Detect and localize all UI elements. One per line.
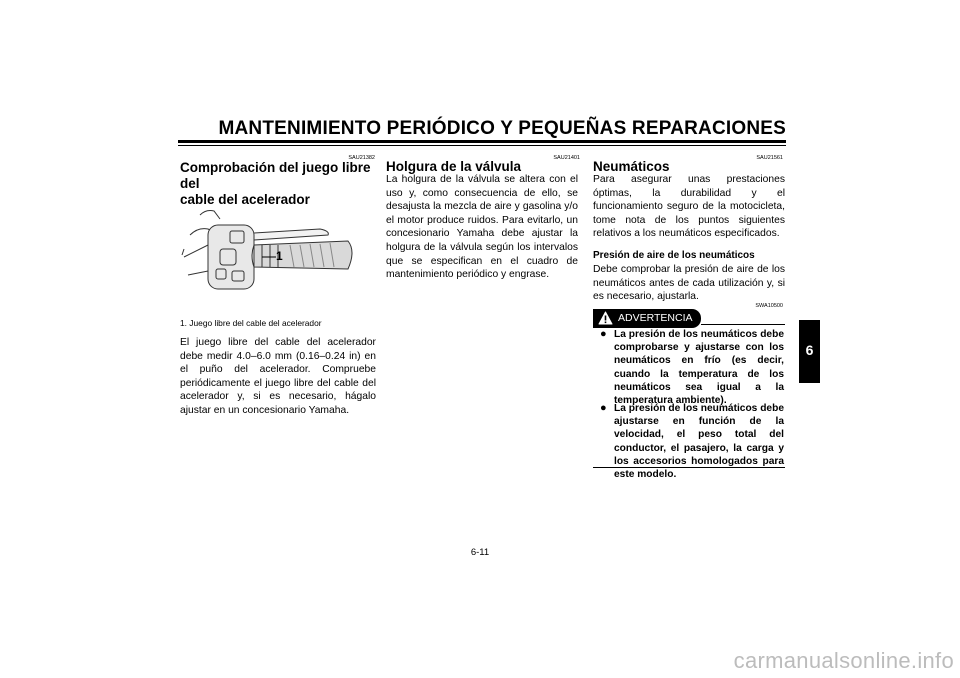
- subheading-tire-pressure: Presión de aire de los neumáticos: [593, 250, 755, 261]
- heading-valve: Holgura de la válvula: [386, 159, 522, 174]
- warning-badge: [593, 309, 701, 328]
- throttle-figure: [180, 205, 376, 305]
- bullet-icon: ●: [600, 402, 607, 414]
- header-rule-thin: [178, 145, 786, 146]
- paragraph-throttle: El juego libre del cable del acelerador debe medir 4.0–6.0 mm (0.16–0.24 in) en el puño del acelerador. Compruebe periódicamente el juego libre del cable del acelerador y, si es necesario, hágalo ajustar en un concesionario Yamaha.: [180, 337, 376, 416]
- warning-bullet-1: La presión de los neumáticos debe comprobarse y ajustarse con los neumáticos en frío (es decir, cuando la temperatura de los neumáticos sea igual a la temperatura ambiente).: [614, 329, 784, 407]
- figure-callout-label: 1: [276, 249, 283, 263]
- warning-code: SWA10500: [755, 303, 783, 309]
- warning-header-rule: [701, 324, 785, 325]
- header-rule-thick: [178, 140, 786, 143]
- chapter-tab: [799, 320, 820, 383]
- warning-bottom-rule: [593, 467, 785, 468]
- bullet-icon: ●: [600, 328, 607, 340]
- warning-bullet-2: La presión de los neumáticos debe ajustarse en función de la velocidad, el peso total del conductor, el pasajero, la carga y los accesorios homologados para este modelo.: [614, 403, 784, 481]
- section-code-throttle: SAU21382: [348, 155, 375, 161]
- section-code-valve: SAU21401: [553, 155, 580, 161]
- watermark: carmanualsonline.info: [733, 648, 954, 673]
- figure-caption: 1. Juego libre del cable del acelerador: [180, 318, 322, 328]
- heading-tires: Neumáticos: [593, 159, 670, 174]
- page-number: 6-11: [470, 547, 490, 558]
- paragraph-tires: Para asegurar unas prestaciones óptimas, la durabilidad y el funcionamiento seguro de la motocicleta, tome nota de los puntos siguientes relativos a los neumáticos especificados.: [593, 174, 785, 240]
- warning-triangle-icon: [598, 311, 613, 325]
- warning-header: [593, 309, 785, 329]
- section-code-tires: SAU21561: [756, 155, 783, 161]
- heading-throttle-line1: Comprobación del juego libre del: [180, 160, 371, 191]
- paragraph-valve: La holgura de la válvula se altera con el uso y, como consecuencia de ello, se desajusta la mezcla de aire y gasolina y/o el motor produce ruidos. Para evitarlo, un concesionario Yamaha debe ajustar la holgura de la válvula según los intervalos que se especifican en el cuadro de mantenimiento periódico y engrase.: [386, 174, 578, 281]
- heading-throttle: [180, 160, 380, 208]
- chapter-title: MANTENIMIENTO PERIÓDICO Y PEQUEÑAS REPARACIONES: [218, 118, 786, 139]
- heading-throttle-line2: cable del acelerador: [180, 192, 310, 207]
- paragraph-tire-pressure: Debe comprobar la presión de aire de los neumáticos antes de cada utilización y, si es necesario, ajustarla.: [593, 264, 785, 303]
- chapter-tab-number: 6: [805, 342, 814, 358]
- warning-label: ADVERTENCIA: [618, 312, 693, 324]
